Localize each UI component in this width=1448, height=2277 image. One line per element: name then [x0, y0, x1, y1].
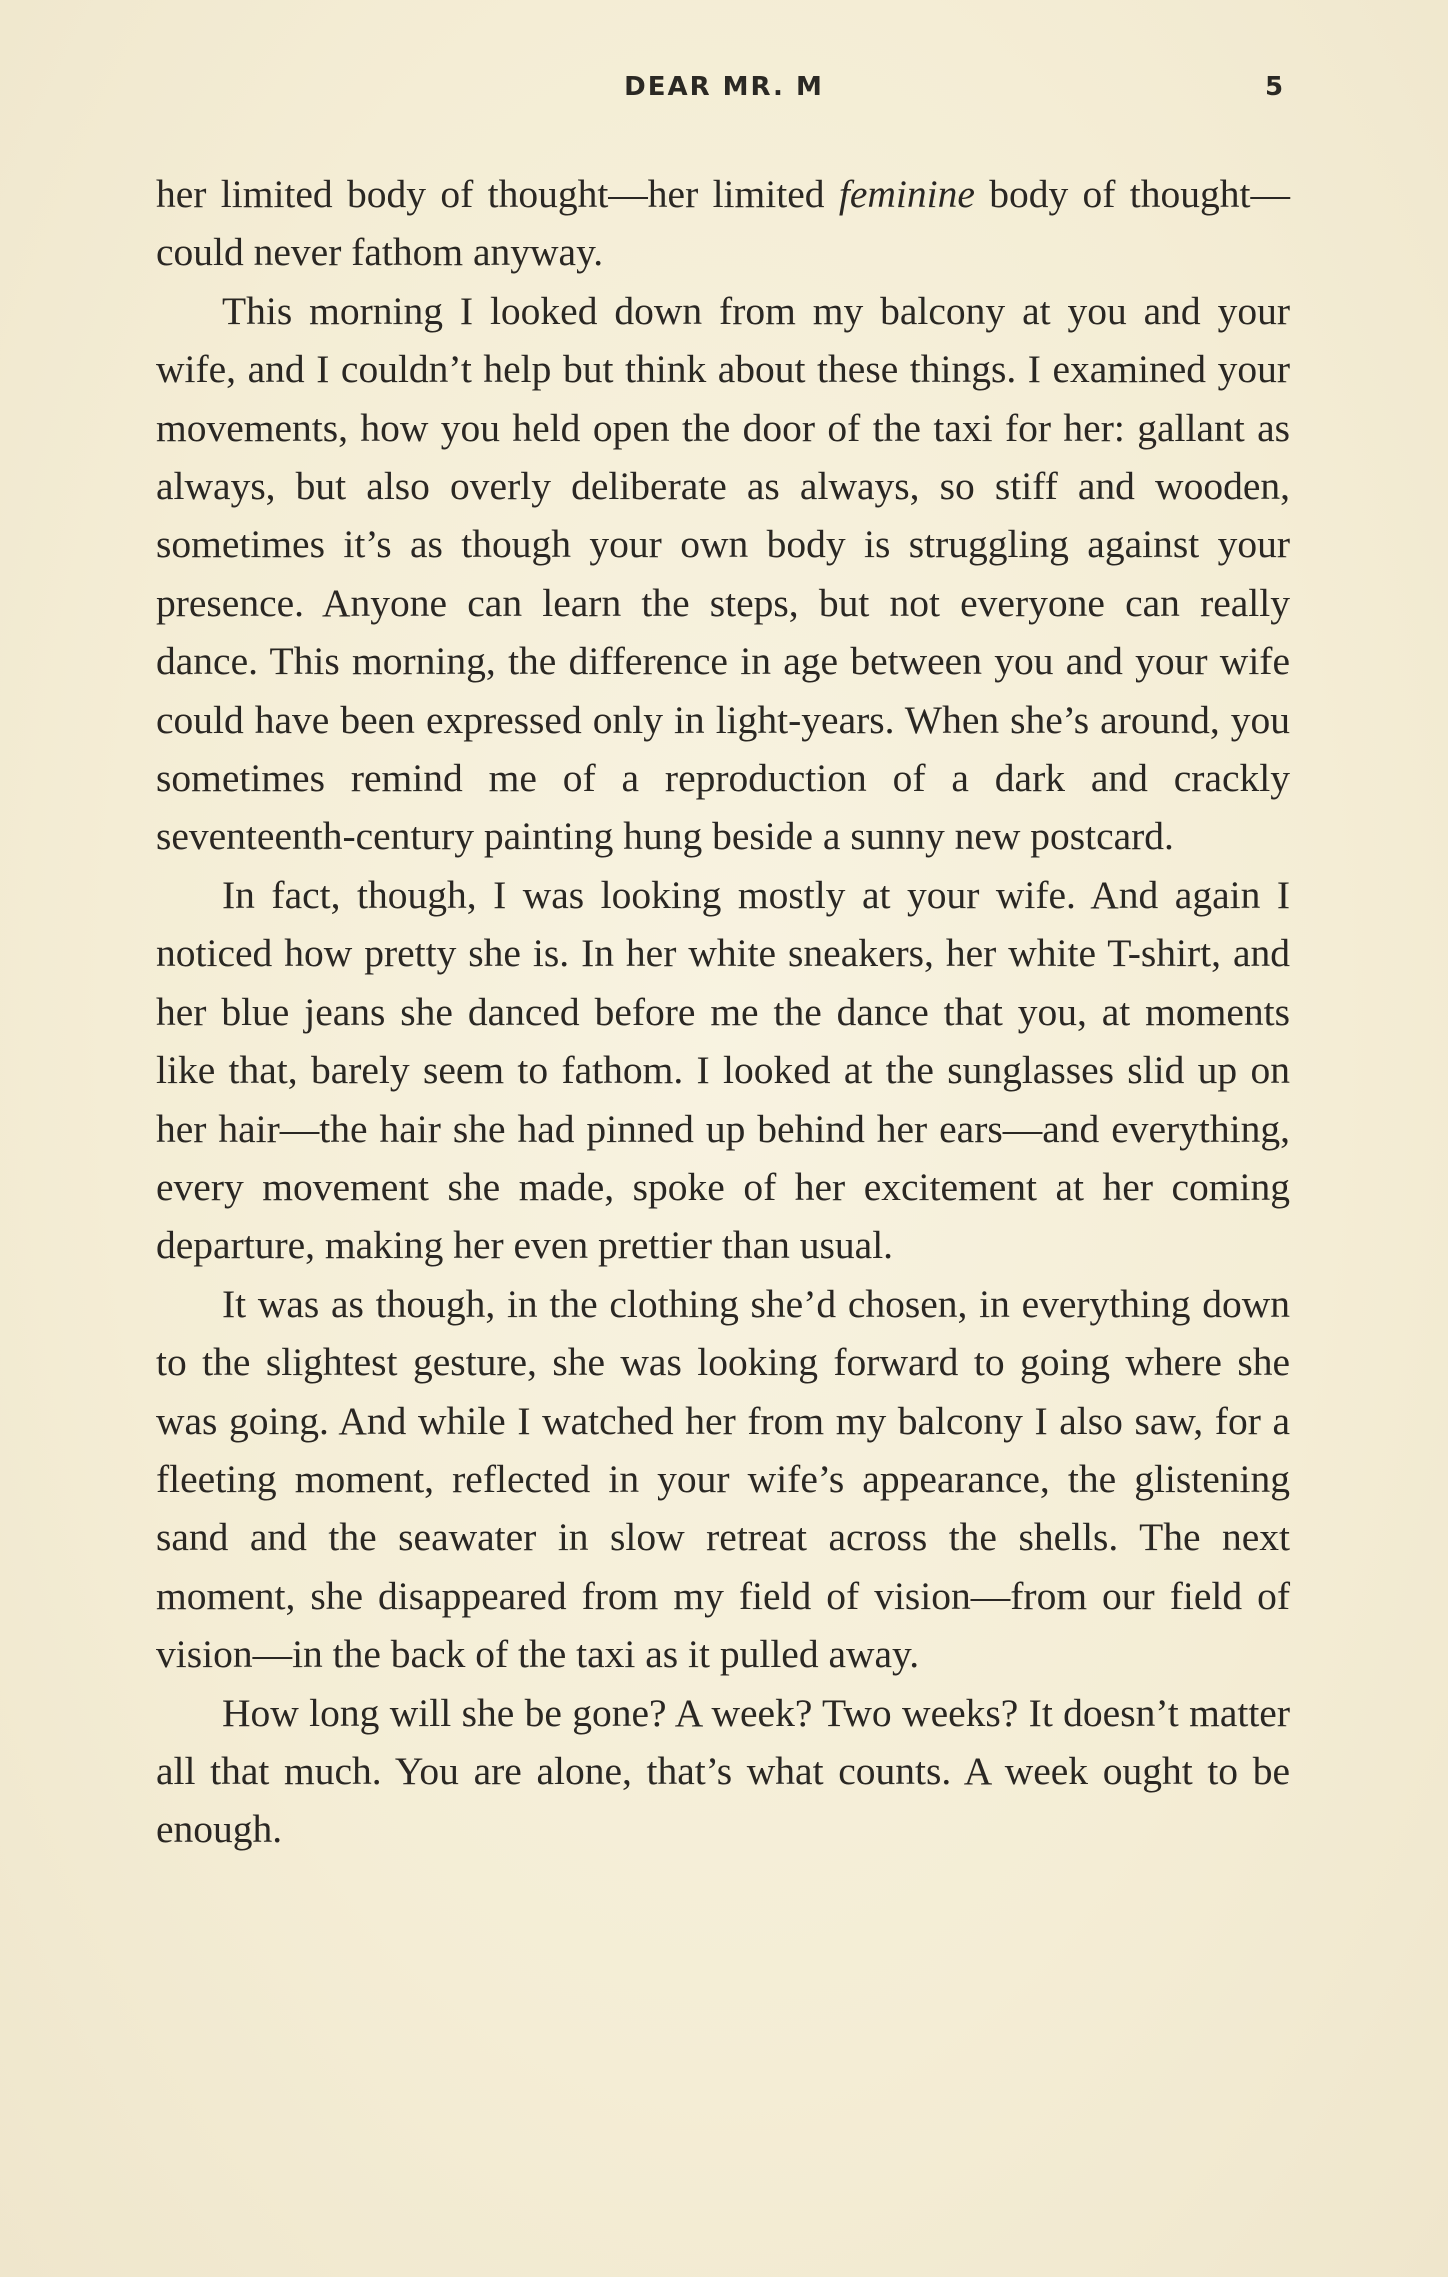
running-head-title: DEAR MR. M: [624, 72, 824, 102]
running-head: [0, 72, 1448, 112]
page-number: 5: [1265, 72, 1284, 102]
paragraph-text: her limited body of thought—her limited: [156, 172, 839, 216]
paragraph-text: body of thought—could never fathom anyway.: [156, 172, 1290, 275]
paragraph: In fact, though, I was looking mostly at your wife. And again I noticed how pretty she is. In her white sneakers, her white T-shirt, and her blue jeans she danced before me the dance that you, at moments like that, barely seem to fathom. I looked at the sunglasses slid up on her hair—the hair she had pinned up behind her ears—and everything, every movement she made, spoke of her excitement at her coming departure, making her even prettier than usual.: [156, 872, 1290, 1268]
paragraph: This morning I looked down from my balcony at you and your wife, and I couldn’t help but think about these things. I examined your movements, how you held open the door of the taxi for her: gallant as always, but also overly deliberate as always, so stiff and wooden, sometimes it’s as though your own body is struggling against your presence. Anyone can learn the steps, but not everyone can really dance. This morning, the difference in age between you and your wife could have been expressed only in light-years. When she’s around, you sometimes remind me of a reproduction of a dark and crackly seventeenth-century painting hung beside a sunny new postcard.: [156, 288, 1290, 859]
body-text: [156, 165, 1290, 1859]
paragraph: It was as though, in the clothing she’d chosen, in everything down to the slightest gesture, she was looking forward to going where she was going. And while I watched her from my balcony I also saw, for a fleeting moment, reflected in your wife’s appearance, the glistening sand and the seawater in slow retreat across the shells. The next moment, she disappeared from my field of vision—from our field of vision—in the back of the taxi as it pulled away.: [156, 1281, 1290, 1677]
paragraph-continued: [156, 165, 1290, 282]
emphasized-word: feminine: [838, 172, 975, 216]
paragraph: How long will she be gone? A week? Two weeks? It doesn’t matter all that much. You are alone, that’s what counts. A week ought to be enough.: [156, 1690, 1290, 1852]
